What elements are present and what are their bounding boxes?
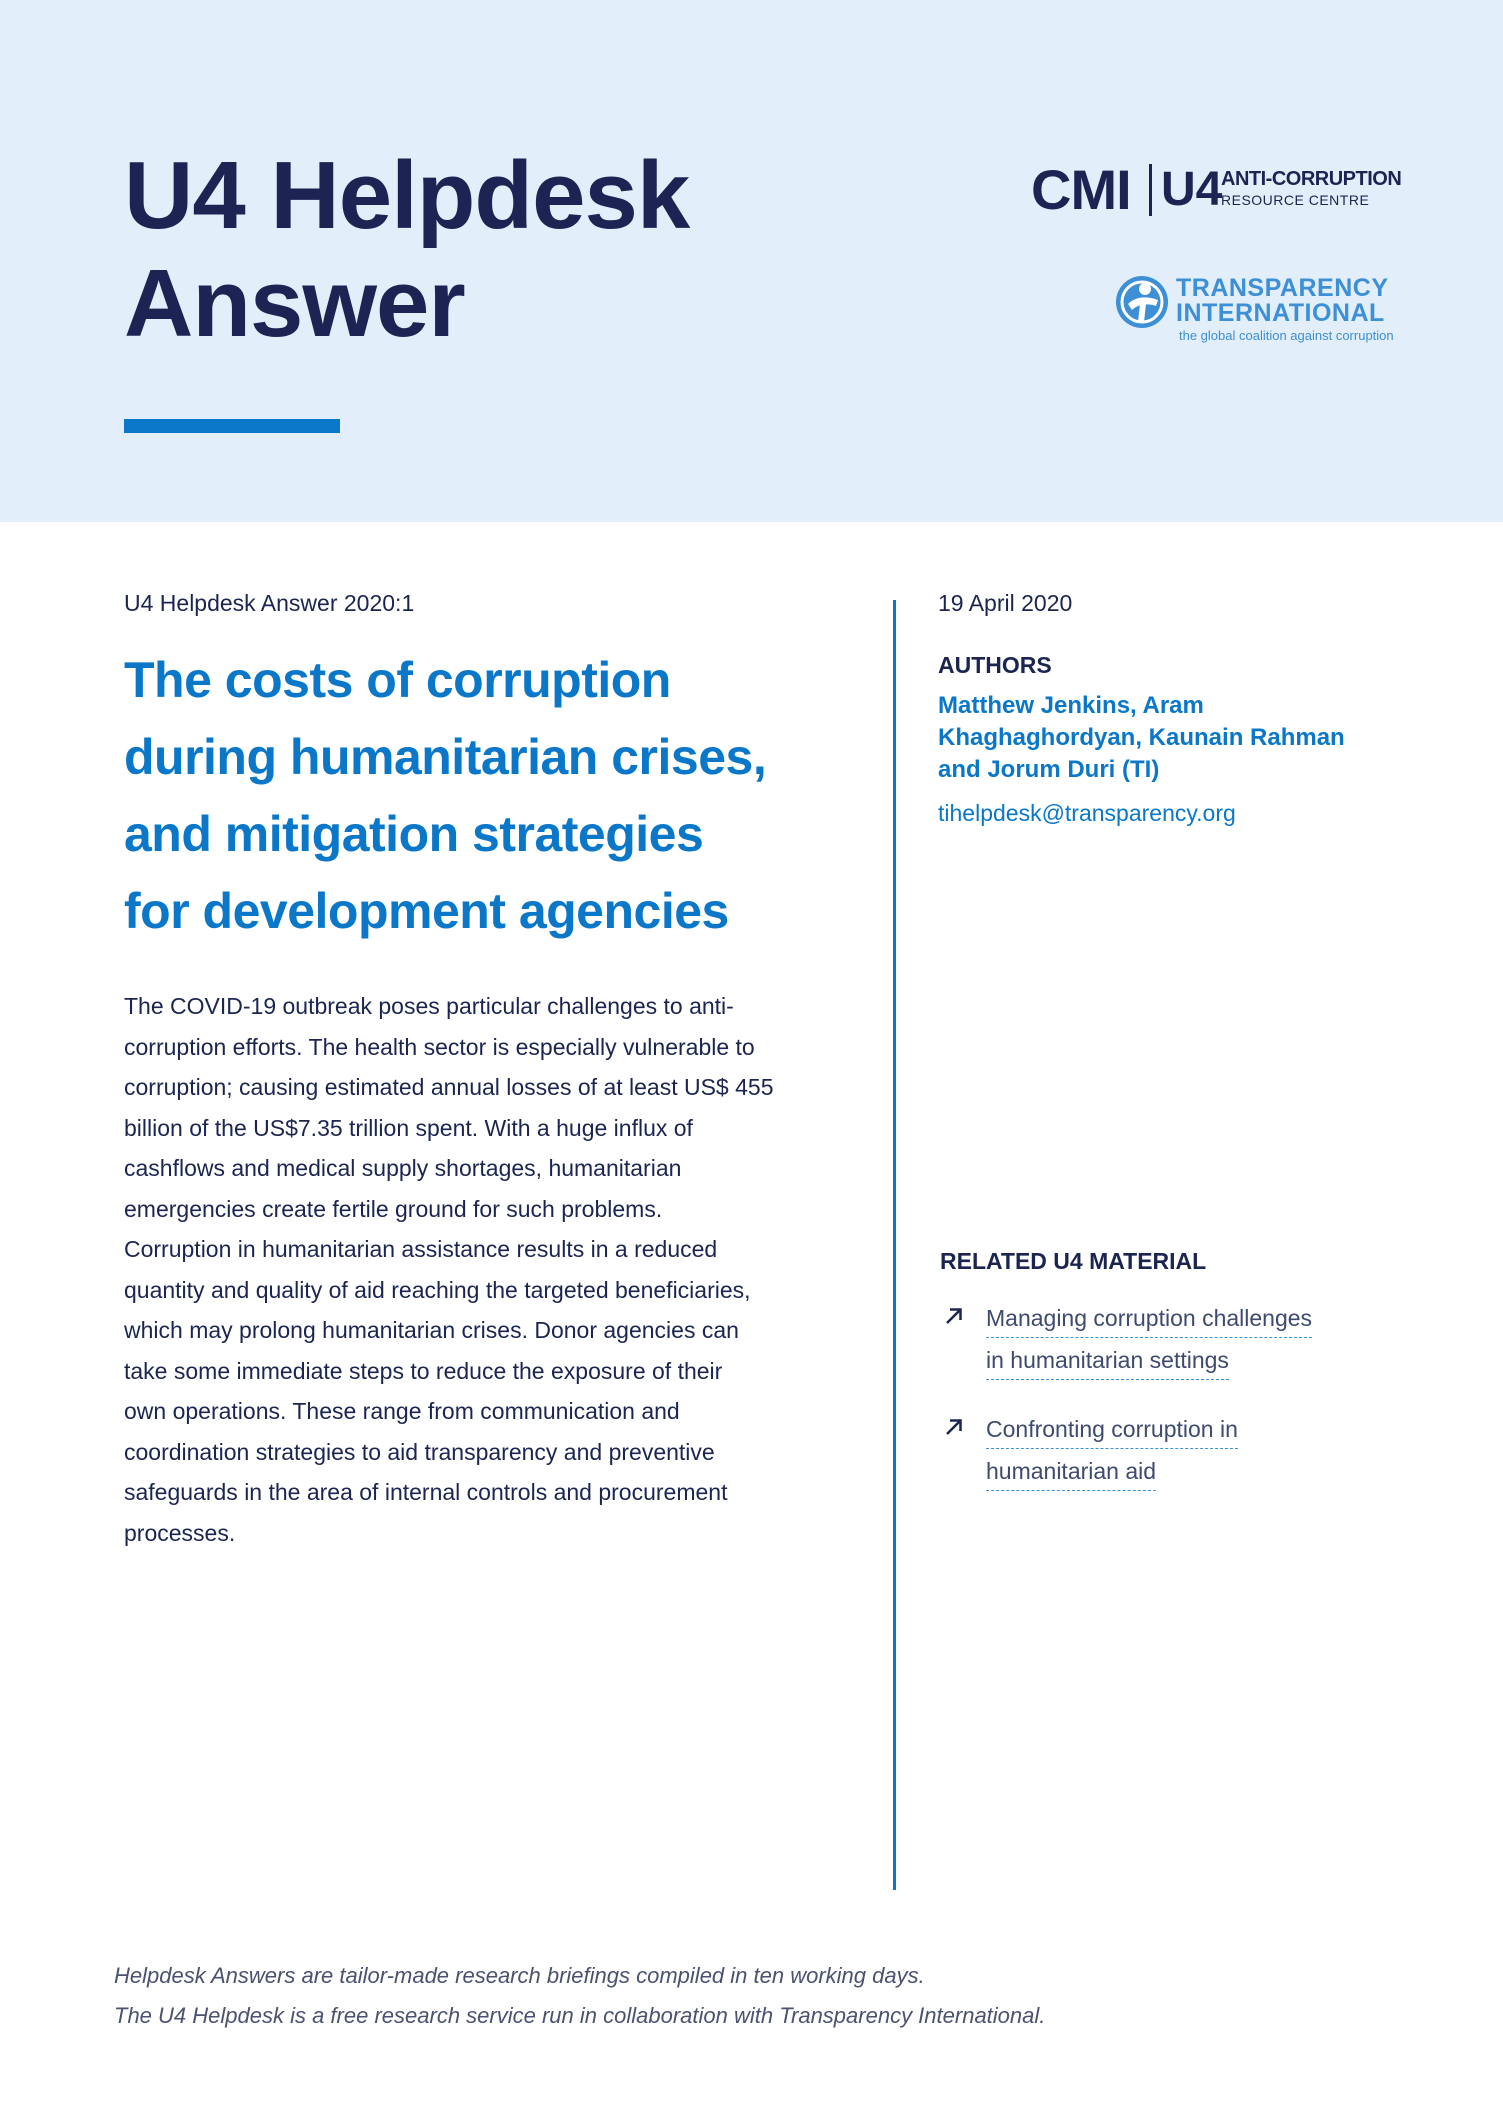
series-label: U4 Helpdesk Answer 2020:1 <box>124 590 415 616</box>
abstract-line: processes. <box>124 1519 236 1546</box>
authors-heading: AUTHORS <box>938 652 1052 678</box>
u4-logo-mark: U4 <box>1161 163 1223 216</box>
contact-email-link[interactable]: tihelpdesk@transparency.org <box>938 800 1236 826</box>
abstract-line: own operations. These range from communication and <box>124 1398 680 1424</box>
related-link-line[interactable]: Managing corruption challenges <box>986 1300 1312 1338</box>
header-band <box>0 0 1503 522</box>
related-link-text[interactable] <box>986 1300 1312 1384</box>
main-title <box>124 142 884 358</box>
abstract-line: coordination strategies to aid transparency and preventive <box>124 1438 715 1465</box>
related-link-line[interactable]: humanitarian aid <box>986 1453 1156 1491</box>
document-title-line: The costs of corruption <box>124 652 671 708</box>
related-material-heading: RELATED U4 MATERIAL <box>940 1248 1207 1274</box>
abstract-line: cashflows and medical supply shortages, humanitarian <box>124 1155 682 1181</box>
document-title-line: and mitigation strategies <box>124 806 704 862</box>
abstract-paragraph <box>124 986 844 1553</box>
external-link-arrow-icon <box>940 1302 968 1330</box>
anti-corruption-label: ANTI-CORRUPTION <box>1221 168 1402 190</box>
document-title-line: during humanitarian crises, <box>124 729 767 785</box>
document-title-line: for development agencies <box>124 883 729 939</box>
logo-divider <box>1149 164 1152 216</box>
publication-date: 19 April 2020 <box>938 590 1073 616</box>
ti-name <box>1176 276 1389 326</box>
transparency-international-logo <box>1114 274 1404 344</box>
abstract-line: safeguards in the area of internal controls and procurement <box>124 1479 728 1505</box>
authors-names <box>938 690 1378 786</box>
authors-line: Matthew Jenkins, Aram <box>938 692 1204 719</box>
abstract-line: which may prolong humanitarian crises. Donor agencies can <box>124 1317 739 1343</box>
main-title-line-2: Answer <box>124 250 465 357</box>
abstract-line: emergencies create fertile ground for such problems. <box>124 1195 663 1222</box>
footer-line: The U4 Helpdesk is a free research service run in collaboration with Transparency International. <box>114 2003 1046 2028</box>
authors-line: Khaghaghordyan, Kaunain Rahman <box>938 724 1345 751</box>
document-title <box>124 642 844 950</box>
abstract-line: billion of the US$7.35 trillion spent. With a huge influx of <box>124 1114 693 1141</box>
ti-globe-icon <box>1114 274 1170 330</box>
related-link-line[interactable]: Confronting corruption in <box>986 1411 1238 1449</box>
main-title-line-1: U4 Helpdesk <box>124 142 690 249</box>
related-link-text[interactable] <box>986 1411 1238 1495</box>
abstract-line: The COVID-19 outbreak poses particular challenges to anti- <box>124 993 734 1019</box>
ti-name-line-1: TRANSPARENCY <box>1176 274 1389 302</box>
footer-line: Helpdesk Answers are tailor-made research briefings compiled in ten working days. <box>114 1963 925 1988</box>
abstract-line: take some immediate steps to reduce the exposure of their <box>124 1357 723 1384</box>
ti-name-line-2: INTERNATIONAL <box>1176 299 1385 327</box>
footer-note <box>114 1956 1045 2036</box>
related-link-line[interactable]: in humanitarian settings <box>986 1342 1229 1380</box>
resource-centre-label: RESOURCE CENTRE <box>1221 192 1370 208</box>
title-accent-rule <box>124 419 340 433</box>
abstract-line: Corruption in humanitarian assistance results in a reduced <box>124 1236 718 1262</box>
abstract-line: corruption efforts. The health sector is especially vulnerable to <box>124 1033 755 1060</box>
authors-line: and Jorum Duri (TI) <box>938 756 1160 783</box>
external-link-arrow-icon <box>940 1413 968 1441</box>
ti-tagline: the global coalition against corruption <box>1179 328 1394 343</box>
abstract-line: corruption; causing estimated annual losses of at least US$ 455 <box>124 1074 774 1100</box>
column-divider <box>893 600 896 1890</box>
cmi-u4-logo <box>1031 160 1403 220</box>
cmi-logo-text: CMI <box>1031 158 1131 221</box>
abstract-line: quantity and quality of aid reaching the targeted beneficiaries, <box>124 1276 751 1303</box>
